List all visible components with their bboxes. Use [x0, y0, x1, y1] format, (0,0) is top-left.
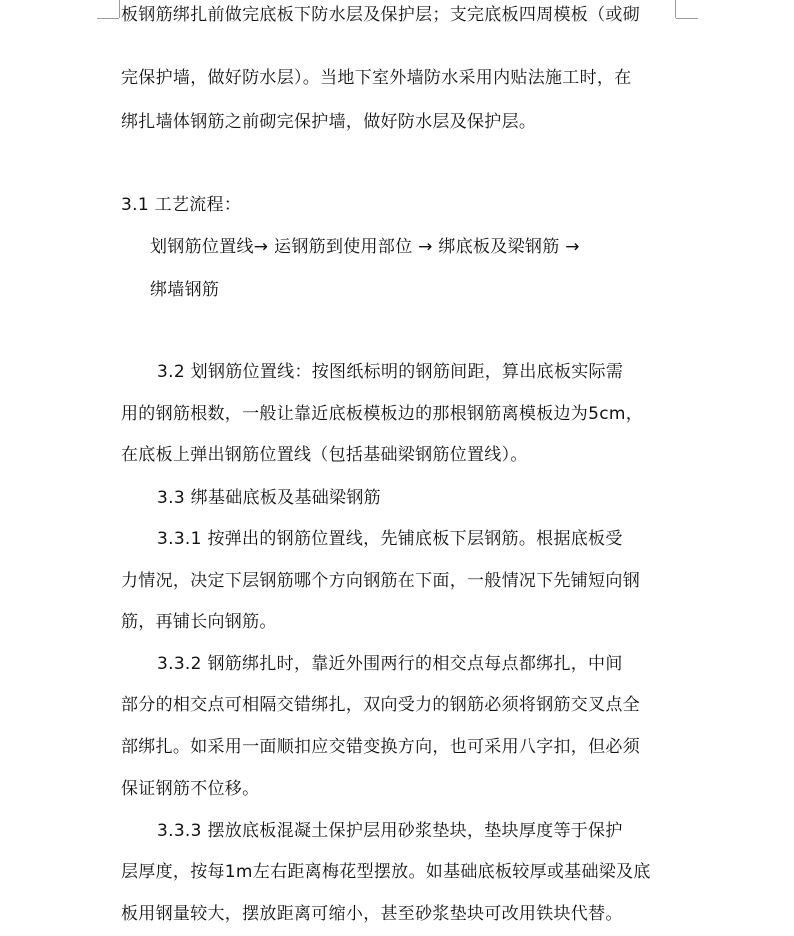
paragraph-line: 保证钢筋不位移。: [121, 779, 260, 799]
section-3-2-line: 3.2 划钢筋位置线：按图纸标明的钢筋间距，算出底板实际需: [157, 362, 624, 382]
process-flow-line: 划钢筋位置线→ 运钢筋到使用部位 → 绑底板及梁钢筋 →: [150, 237, 580, 257]
paragraph-line: 板钢筋绑扎前做完底板下防水层及保护层；支完底板四周模板（或砌: [121, 5, 640, 25]
paragraph-line: 部分的相交点可相隔交错绑扎，双向受力的钢筋必须将钢筋交叉点全: [121, 695, 640, 715]
paragraph-line: 板用钢量较大，摆放距离可缩小，甚至砂浆垫块可改用铁块代替。: [121, 904, 623, 924]
section-heading-3-3: 3.3 绑基础底板及基础梁钢筋: [157, 488, 381, 508]
paragraph-line: 筋，再铺长向钢筋。: [121, 612, 277, 632]
paragraph-line: 部绑扎。如采用一面顺扣应交错变换方向，也可采用八字扣，但必须: [121, 737, 640, 757]
section-3-3-2-line: 3.3.2 钢筋绑扎时，靠近外围两行的相交点每点都绑扎，中间: [157, 654, 623, 674]
paragraph-line: 在底板上弹出钢筋位置线（包括基础梁钢筋位置线）。: [121, 445, 528, 465]
crop-mark-right: [675, 0, 676, 18]
paragraph-line: 力情况，决定下层钢筋哪个方向钢筋在下面，一般情况下先铺短向钢: [121, 571, 640, 591]
crop-line-right: [676, 18, 698, 19]
section-3-3-3-line: 3.3.3 摆放底板混凝土保护层用砂浆垫块，垫块厚度等于保护: [157, 821, 623, 841]
crop-line-left: [97, 18, 119, 19]
section-heading-3-1: 3.1 工艺流程：: [121, 195, 242, 215]
section-3-3-1-line: 3.3.1 按弹出的钢筋位置线，先铺底板下层钢筋。根据底板受: [157, 529, 623, 549]
crop-mark-left: [119, 0, 120, 18]
paragraph-line: 层厚度，按每1m左右距离梅花型摆放。如基础底板较厚或基础梁及底: [121, 862, 651, 882]
paragraph-line: 绑扎墙体钢筋之前砌完保护墙，做好防水层及保护层。: [121, 112, 537, 132]
paragraph-line: 完保护墙，做好防水层）。当地下室外墙防水采用内贴法施工时，在: [121, 68, 632, 88]
paragraph-line: 用的钢筋根数，一般让靠近底板模板边的那根钢筋离模板边为5cm，: [121, 404, 644, 424]
process-flow-line: 绑墙钢筋: [150, 280, 220, 300]
